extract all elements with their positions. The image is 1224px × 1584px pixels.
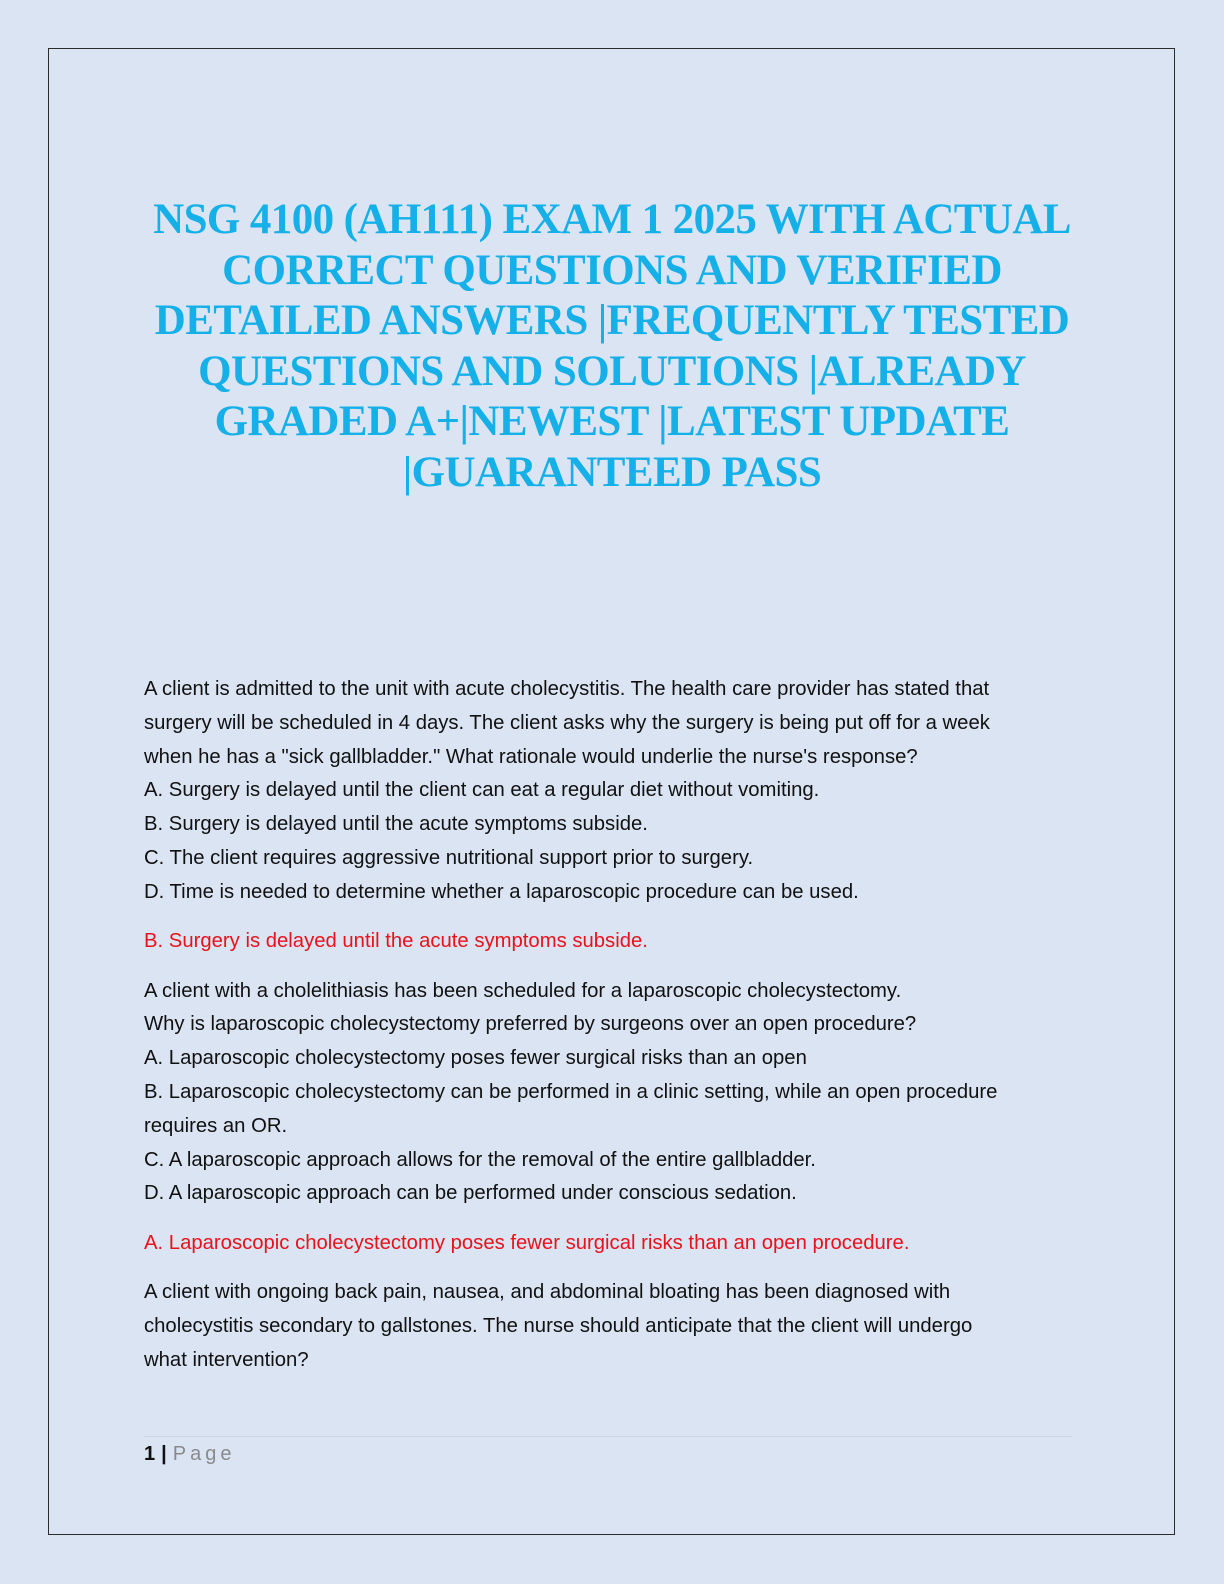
footer-separator: |: [161, 1443, 167, 1465]
page-footer: [144, 1440, 235, 1468]
page-label: Page: [172, 1443, 236, 1465]
question-stem-line: when he has a "sick gallbladder." What rationale would underlie the nurse's response?: [144, 745, 918, 768]
title-line: GRADED A+|NEWEST |LATEST UPDATE: [214, 398, 1010, 445]
paragraph-gap: [144, 1211, 1084, 1227]
answer-option: C. A laparoscopic approach allows for the removal of the entire gallbladder.: [144, 1148, 816, 1171]
question-stem-line: Why is laparoscopic cholecystectomy preferred by surgeons over an open procedure?: [144, 1013, 917, 1036]
answer-option: A. Surgery is delayed until the client can eat a regular diet without vomiting.: [144, 779, 820, 802]
answer-option: B. Laparoscopic cholecystectomy can be performed in a clinic setting, while an open procedure: [144, 1080, 998, 1103]
question-block: [144, 673, 1084, 975]
correct-answer: A. Laparoscopic cholecystectomy poses fewer surgical risks than an open procedure.: [144, 1231, 910, 1254]
title-line: QUESTIONS AND SOLUTIONS |ALREADY: [198, 347, 1026, 395]
question-block: [144, 1276, 1084, 1377]
document-body: [144, 673, 1084, 1378]
question-stem-line: what intervention?: [144, 1348, 309, 1371]
title-line: |GUARANTEED PASS: [402, 448, 822, 496]
paragraph-gap: [144, 959, 1084, 975]
title-line: DETAILED ANSWERS |FREQUENTLY TESTED: [154, 297, 1070, 344]
correct-answer: B. Surgery is delayed until the acute symptoms subside.: [144, 930, 648, 953]
footer-divider: [144, 1436, 1072, 1437]
paragraph-gap: [144, 910, 1084, 926]
question-stem-line: A client with ongoing back pain, nausea, and abdominal bloating has been diagnosed with: [144, 1281, 951, 1304]
answer-option: D. Time is needed to determine whether a laparoscopic procedure can be used.: [144, 880, 859, 903]
answer-option: A. Laparoscopic cholecystectomy poses fewer surgical risks than an open: [144, 1047, 807, 1070]
document-title: [130, 195, 1094, 498]
answer-option: requires an OR.: [144, 1114, 288, 1137]
question-stem-line: surgery will be scheduled in 4 days. The client asks why the surgery is being put off for a week: [144, 711, 990, 734]
answer-option: C. The client requires aggressive nutritional support prior to surgery.: [144, 846, 754, 869]
question-stem-line: A client with a cholelithiasis has been scheduled for a laparoscopic cholecystectomy.: [144, 979, 902, 1002]
page-number: 1: [144, 1443, 156, 1465]
question-stem-line: A client is admitted to the unit with acute cholecystitis. The health care provider has stated that: [144, 678, 990, 700]
answer-option: D. A laparoscopic approach can be performed under conscious sedation.: [144, 1182, 797, 1205]
question-block: [144, 975, 1084, 1277]
question-stem-line: cholecystitis secondary to gallstones. The nurse should anticipate that the client will undergo: [144, 1314, 973, 1337]
paragraph-gap: [144, 1261, 1084, 1277]
title-line: NSG 4100 (AH111) EXAM 1 2025 WITH ACTUAL: [153, 196, 1071, 243]
answer-option: B. Surgery is delayed until the acute symptoms subside.: [144, 813, 648, 836]
title-line: CORRECT QUESTIONS AND VERIFIED: [222, 246, 1002, 294]
